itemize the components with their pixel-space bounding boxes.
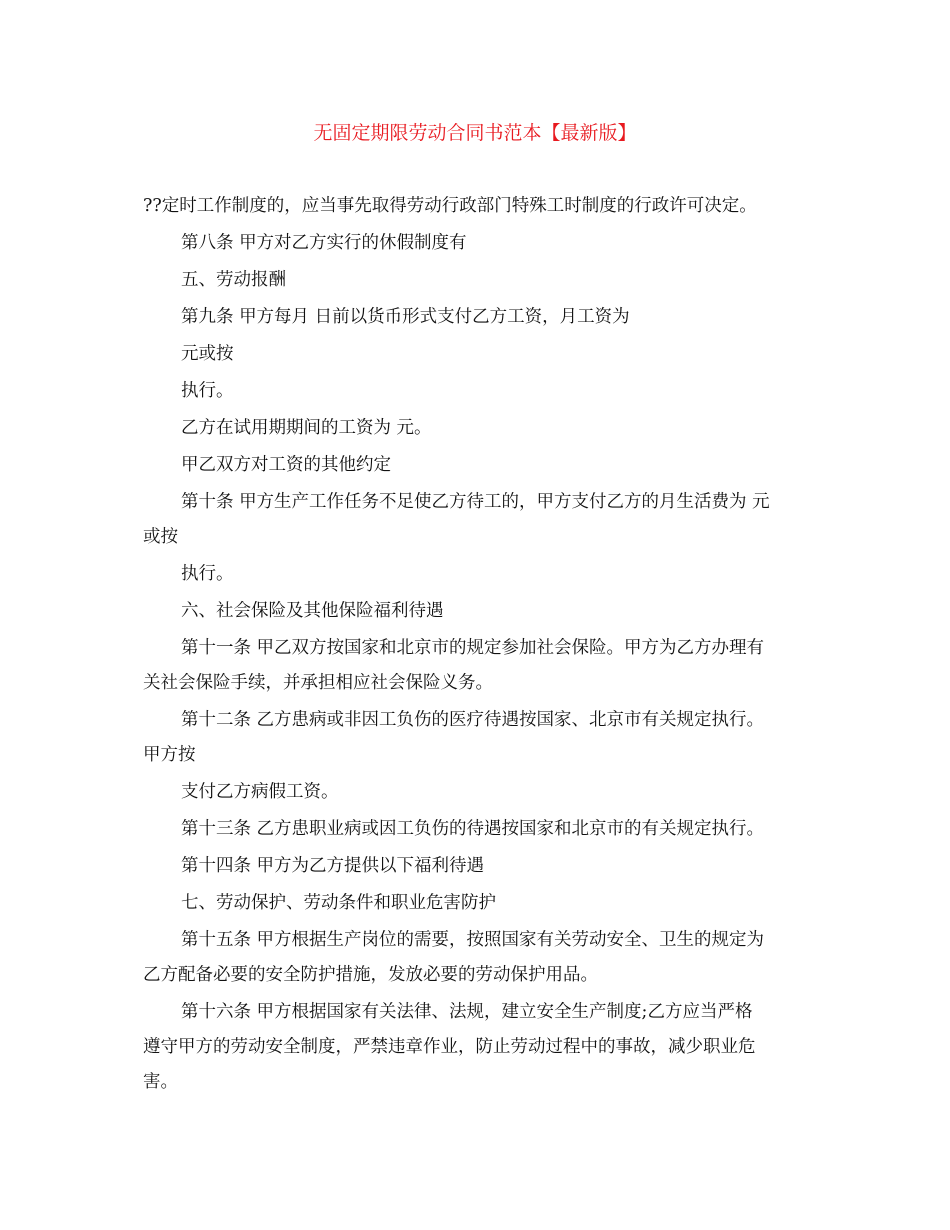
paragraph-line: 元或按 <box>181 344 234 364</box>
paragraph-line: 关社会保险手续，并承担相应社会保险义务。 <box>143 673 493 693</box>
paragraph-line: 支付乙方病假工资。 <box>181 782 339 802</box>
paragraph-line: 甲方按 <box>143 745 196 765</box>
section-heading: 七、劳动保护、劳动条件和职业危害防护 <box>181 893 496 913</box>
paragraph-line: 第十三条 乙方患职业病或因工负伤的待遇按国家和北京市的有关规定执行。 <box>181 819 765 839</box>
paragraph-line: 第八条 甲方对乙方实行的休假制度有 <box>181 233 467 253</box>
section-heading: 六、社会保险及其他保险福利待遇 <box>181 601 444 621</box>
paragraph-line: 遵守甲方的劳动安全制度，严禁违章作业，防止劳动过程中的事故，减少职业危 <box>143 1037 756 1057</box>
paragraph-line: 第十五条 甲方根据生产岗位的需要，按照国家有关劳动安全、卫生的规定为 <box>181 930 765 950</box>
paragraph-line: 乙方配备必要的安全防护措施，发放必要的劳动保护用品。 <box>143 965 598 985</box>
paragraph-line: 第十条 甲方生产工作任务不足使乙方待工的，甲方支付乙方的月生活费为 元 <box>181 492 770 512</box>
paragraph-line: 或按 <box>143 527 178 547</box>
paragraph-line: 第九条 甲方每月 日前以货币形式支付乙方工资，月工资为 <box>181 307 630 327</box>
paragraph-line: 执行。 <box>181 381 234 401</box>
paragraph-line: 第十六条 甲方根据国家有关法律、法规，建立安全生产制度;乙方应当严格 <box>181 1002 753 1022</box>
paragraph-line: 第十二条 乙方患病或非因工负伤的医疗待遇按国家、北京市有关规定执行。 <box>181 710 765 730</box>
paragraph-line: 甲乙双方对工资的其他约定 <box>181 455 391 475</box>
paragraph-line: 第十一条 甲乙双方按国家和北京市的规定参加社会保险。甲方为乙方办理有 <box>181 638 765 658</box>
document-title: 无固定期限劳动合同书范本【最新版】 <box>313 122 637 144</box>
paragraph-line: 第十四条 甲方为乙方提供以下福利待遇 <box>181 856 485 876</box>
paragraph-line: 乙方在试用期期间的工资为 元。 <box>181 418 432 438</box>
paragraph-line: 害。 <box>143 1072 178 1092</box>
paragraph-line: 执行。 <box>181 564 234 584</box>
section-heading: 五、劳动报酬 <box>181 270 286 290</box>
paragraph-line: ??定时工作制度的，应当事先取得劳动行政部门特殊工时制度的行政许可决定。 <box>143 196 757 216</box>
